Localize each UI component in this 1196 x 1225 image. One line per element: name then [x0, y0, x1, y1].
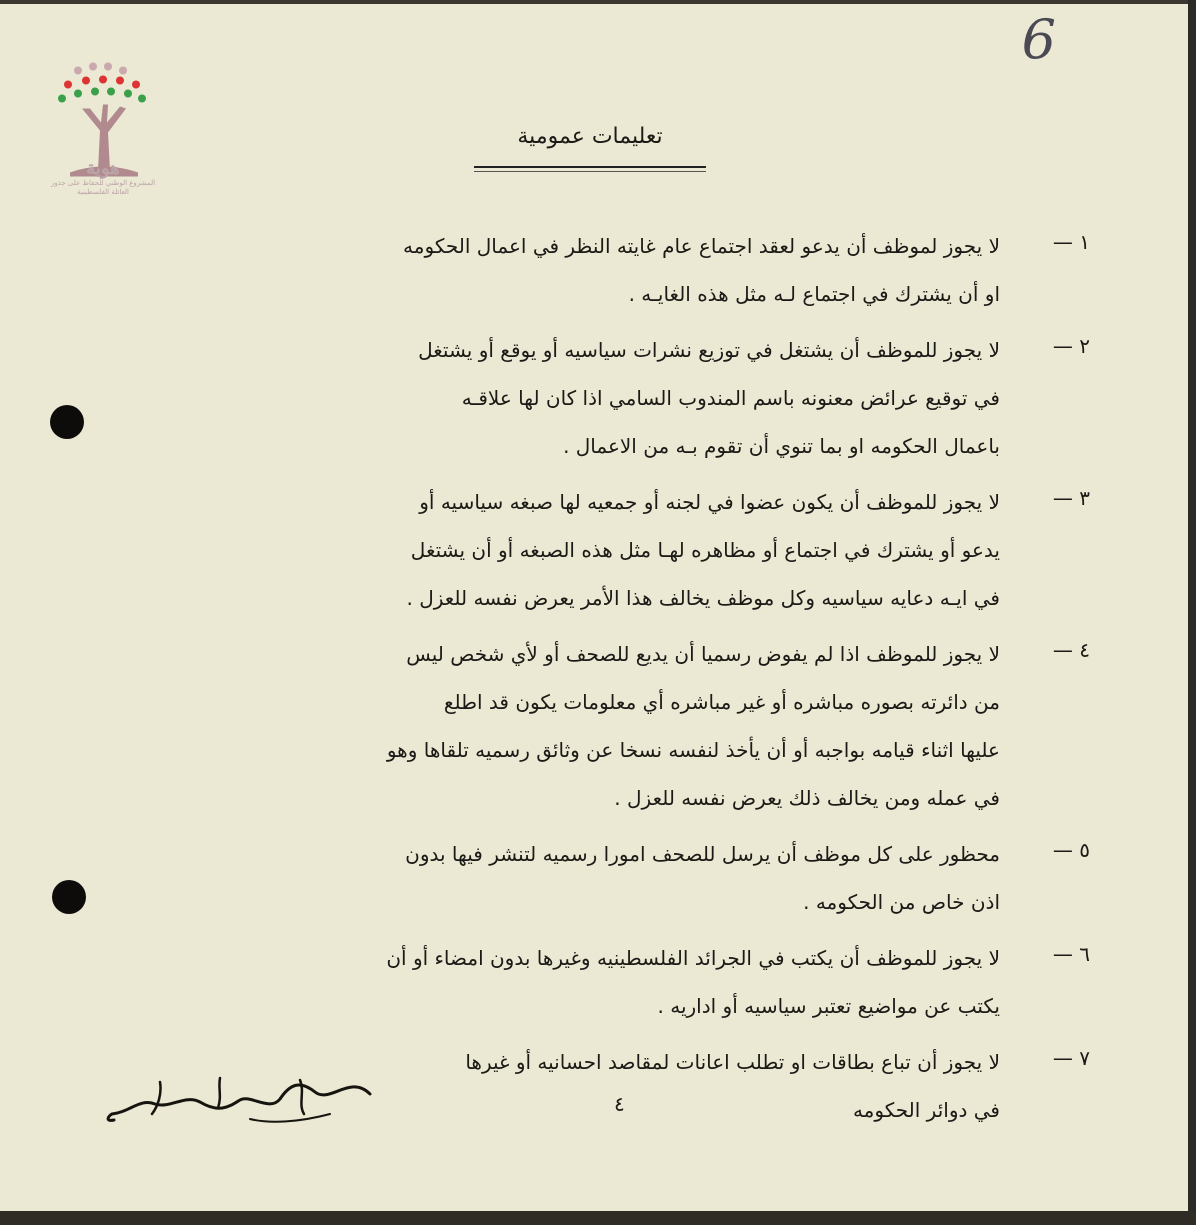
item-line: يدعو أو يشترك في اجتماع أو مظاهره لهـا مثل هذه الصبغه أو أن يشتغل [410, 538, 1000, 562]
item-number: ٦ — [1052, 942, 1090, 966]
title-underline-secondary [474, 171, 706, 172]
scan-edge-right [1188, 0, 1196, 1225]
item-number: ٣ — [1052, 486, 1090, 510]
item-line: لا يجوز للموظف أن يكتب في الجرائد الفلسطينيه وغيرها بدون امضاء أو أن [386, 946, 1000, 970]
item-line: عليها اثناء قيامه بواجبه أو أن يأخذ لنفسه نسخا عن وثائق رسميه تلقاها وهو [386, 738, 1000, 762]
document-title: تعليمات عمومية [517, 124, 663, 149]
item-line: في عمله ومن يخالف ذلك يعرض نفسه للعزل . [614, 786, 1000, 810]
item-line: لا يجوز للموظف أن يشتغل في توزيع نشرات سياسيه أو يوقع أو يشتغل [418, 338, 1000, 362]
item-line: لا يجوز لموظف أن يدعو لعقد اجتماع عام غايته النظر في اعمال الحكومه [403, 234, 1000, 258]
item-line: من دائرته بصوره مباشره أو غير مباشره أي معلومات يكون قد اطلع [443, 690, 1000, 714]
list-item [130, 934, 1110, 1030]
footer-mark: ٤ [614, 1092, 625, 1116]
item-line: اذن خاص من الحكومه . [803, 890, 1000, 914]
item-number: ١ — [1052, 230, 1090, 254]
item-number: ٤ — [1052, 638, 1090, 662]
scan-edge-top [0, 0, 1196, 4]
item-number: ٢ — [1052, 334, 1090, 358]
list-item [130, 630, 1110, 822]
list-item [130, 222, 1110, 318]
item-line: في دوائر الحكومه [852, 1098, 1000, 1122]
logo-text [48, 158, 158, 197]
handwritten-signature-icon [100, 1064, 390, 1134]
item-number: ٥ — [1052, 838, 1090, 862]
item-line: باعمال الحكومه او بما تنوي أن تقوم بـه من الاعمال . [563, 434, 1000, 458]
list-item [130, 830, 1110, 926]
item-line: محظور على كل موظف أن يرسل للصحف امورا رسميه لتنشر فيها بدون [405, 842, 1000, 866]
instructions-list [130, 222, 1110, 1142]
title-underline [474, 166, 706, 168]
item-line: في توقيع عرائض معنونه باسم المندوب السامي اذا كان لها علاقـه [461, 386, 1000, 410]
item-line: لا يجوز أن تباع بطاقات او تطلب اعانات لمقاصد احسانيه أو غيرها [465, 1050, 1000, 1074]
scan-edge-bottom [0, 1211, 1196, 1225]
logo-tagline: المشروع الوطني للحفاظ على جذور العائلة الفلسطينية [50, 179, 156, 196]
item-line: او أن يشترك في اجتماع لـه مثل هذه الغايـه . [628, 282, 1000, 306]
punch-hole-upper [50, 405, 84, 439]
item-line: لا يجوز للموظف أن يكون عضوا في لجنه أو جمعيه لها صبغه سياسيه أو [419, 490, 1000, 514]
list-item [130, 326, 1110, 470]
list-item [130, 478, 1110, 622]
page-number: 6 [1021, 8, 1056, 71]
item-number: ٧ — [1052, 1046, 1090, 1070]
punch-hole-lower [52, 880, 86, 914]
item-line: يكتب عن مواضيع تعتبر سياسيه أو اداريه . [657, 994, 1000, 1018]
item-line: لا يجوز للموظف اذا لم يفوض رسميا أن يديع للصحف أو لأي شخص ليس [406, 642, 1000, 666]
item-line: في ايـه دعايه سياسيه وكل موظف يخالف هذا الأمر يعرض نفسه للعزل . [406, 586, 1000, 610]
logo-name: هوية [86, 158, 120, 179]
